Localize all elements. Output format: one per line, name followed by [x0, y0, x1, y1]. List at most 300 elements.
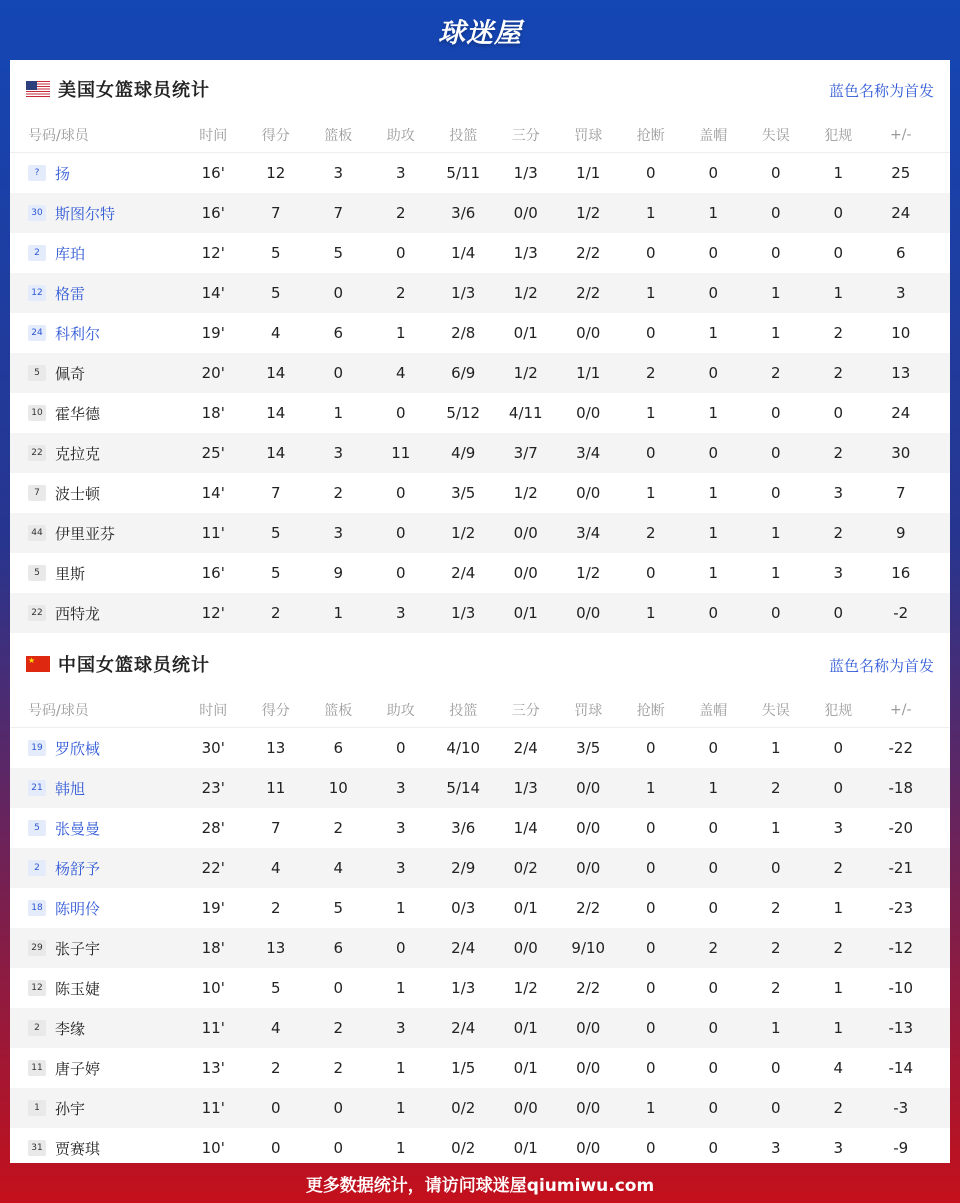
table-row[interactable] [10, 473, 950, 513]
stat-cell: 0 [645, 564, 656, 582]
player-name[interactable]: 里斯 [55, 564, 86, 583]
stat-cell: 1 [770, 564, 781, 582]
stat-cell: 0/0 [576, 404, 601, 422]
stat-cell: 0 [833, 604, 844, 622]
player-name[interactable]: 张曼曼 [55, 819, 101, 838]
stat-cell: 0 [770, 1059, 781, 1077]
stat-cell: 1/2 [513, 979, 538, 997]
stat-cell: 0 [770, 1099, 781, 1117]
stat-cell: 0 [708, 364, 719, 382]
stat-cell: 1/2 [513, 484, 538, 502]
stat-cell: 0/0 [576, 1139, 601, 1157]
stat-cell: 0 [395, 564, 406, 582]
jersey-number-badge: 24 [28, 325, 46, 341]
column-header: 助攻 [386, 703, 415, 719]
stat-cell: 3/4 [576, 444, 601, 462]
stat-cell: 0/0 [576, 604, 601, 622]
table-row[interactable] [10, 728, 950, 768]
stat-cell: 2 [333, 484, 344, 502]
stat-cell: 2/4 [451, 939, 476, 957]
stat-cell: 0 [333, 1139, 344, 1157]
footer-text: 更多数据统计，请访问球迷屋qiumiwu.com [305, 1175, 655, 1196]
stat-cell: 1 [645, 604, 656, 622]
player-name[interactable]: 库珀 [55, 244, 86, 263]
stat-cell: 4 [833, 1059, 844, 1077]
stat-cell: 2 [770, 779, 781, 797]
table-row[interactable] [10, 273, 950, 313]
stat-cell: 0/0 [576, 1019, 601, 1037]
stat-cell: 0/0 [576, 484, 601, 502]
stat-cell: 1 [770, 284, 781, 302]
stat-cell: 0/1 [513, 1019, 538, 1037]
player-name[interactable]: 陈明伶 [55, 899, 101, 918]
stat-cell: 13 [266, 939, 286, 957]
stat-cell: 1 [645, 204, 656, 222]
stat-cell: 16 [891, 564, 911, 582]
player-cell [10, 283, 182, 304]
stat-cell: 1 [395, 324, 406, 342]
table-header-row [10, 693, 950, 728]
stat-cell: 4 [395, 364, 406, 382]
jersey-number-badge: 5 [28, 565, 46, 581]
stat-cell: 1 [833, 284, 844, 302]
jersey-number-badge: 19 [28, 740, 46, 756]
stat-cell: 23' [201, 779, 225, 797]
stat-cell: 0/0 [576, 1059, 601, 1077]
player-cell [10, 1018, 182, 1039]
stat-cell: 1/1 [576, 364, 601, 382]
stat-cell: 0 [645, 939, 656, 957]
stat-cell: 1/4 [513, 819, 538, 837]
stat-cell: 0 [395, 739, 406, 757]
stat-cell: 6 [333, 739, 344, 757]
table-row[interactable] [10, 513, 950, 553]
stat-cell: 0/0 [513, 564, 538, 582]
stat-cell: 14 [266, 404, 286, 422]
player-name[interactable]: 张子宇 [55, 939, 101, 958]
stat-cell: 12' [201, 604, 225, 622]
stat-cell: 0 [395, 524, 406, 542]
table-row[interactable] [10, 393, 950, 433]
stat-cell: 1/3 [513, 244, 538, 262]
stat-cell: 0 [708, 1019, 719, 1037]
team-section-china [10, 635, 950, 1168]
stat-cell: -22 [888, 739, 913, 757]
jersey-number-badge: 12 [28, 285, 46, 301]
column-header: 得分 [261, 703, 290, 719]
player-name[interactable]: 伊里亚芬 [55, 524, 116, 543]
stat-cell: 0 [645, 1019, 656, 1037]
table-row[interactable] [10, 233, 950, 273]
stat-cell: 6 [333, 324, 344, 342]
table-row[interactable] [10, 433, 950, 473]
stat-cell: 1 [333, 604, 344, 622]
stat-cell: 1 [645, 1099, 656, 1117]
player-name[interactable]: 孙宇 [55, 1099, 86, 1118]
player-name[interactable]: 罗欣棫 [55, 739, 101, 758]
stat-cell: -18 [888, 779, 913, 797]
stat-cell: 0 [708, 1059, 719, 1077]
stat-cell: 6 [895, 244, 906, 262]
stat-cell: 3 [895, 284, 906, 302]
stat-cell: 0 [833, 739, 844, 757]
player-name[interactable]: 斯图尔特 [55, 204, 116, 223]
stat-cell: 5 [333, 899, 344, 917]
stat-cell: 0 [270, 1139, 281, 1157]
table-row[interactable] [10, 888, 950, 928]
stat-cell: 1 [770, 819, 781, 837]
section-title [10, 635, 950, 693]
stat-cell: 2/2 [576, 979, 601, 997]
stat-cell: 2 [770, 939, 781, 957]
stat-cell: 1 [833, 979, 844, 997]
stat-cell: 0 [645, 244, 656, 262]
player-name[interactable]: 波士顿 [55, 484, 101, 503]
stat-cell: 13 [266, 739, 286, 757]
table-row[interactable] [10, 1128, 950, 1168]
stats-panel [10, 60, 950, 1163]
stat-cell: 1 [708, 324, 719, 342]
stat-cell: 0 [645, 899, 656, 917]
player-cell [10, 1058, 182, 1079]
site-logo[interactable]: 球迷屋 [438, 17, 522, 49]
player-name[interactable]: 唐子婷 [55, 1059, 101, 1078]
jersey-number-badge: 5 [28, 820, 46, 836]
stat-cell: 2/9 [451, 859, 476, 877]
table-row[interactable] [10, 593, 950, 633]
section-title [10, 60, 950, 118]
stat-cell: 3 [395, 819, 406, 837]
stat-cell: 3/7 [513, 444, 538, 462]
table-row[interactable] [10, 553, 950, 593]
table-row[interactable] [10, 928, 950, 968]
stat-cell: 0/0 [513, 939, 538, 957]
player-cell [10, 443, 182, 464]
stat-cell: 1 [833, 899, 844, 917]
table-header-row [10, 118, 950, 153]
table-row[interactable] [10, 1048, 950, 1088]
stat-cell: 2 [270, 899, 281, 917]
stat-cell: 2 [833, 859, 844, 877]
stat-cell: 1 [395, 1099, 406, 1117]
stat-cell: -12 [888, 939, 913, 957]
stat-cell: 5 [270, 524, 281, 542]
stat-cell: 7 [270, 819, 281, 837]
stat-cell: 5/14 [446, 779, 481, 797]
stat-cell: 3 [770, 1139, 781, 1157]
stat-cell: 28' [201, 819, 225, 837]
stat-cell: 16' [201, 164, 225, 182]
stat-cell: 0/0 [576, 859, 601, 877]
player-cell [10, 163, 182, 184]
stat-cell: 3/6 [451, 819, 476, 837]
stat-cell: 0 [708, 739, 719, 757]
stat-cell: 0/2 [451, 1139, 476, 1157]
stat-cell: 1/3 [513, 164, 538, 182]
stat-cell: -9 [893, 1139, 909, 1157]
column-header: 三分 [511, 128, 540, 144]
stat-cell: 2 [333, 1059, 344, 1077]
player-name[interactable]: 佩奇 [55, 364, 86, 383]
player-cell [10, 243, 182, 264]
stat-cell: 1 [645, 404, 656, 422]
table-row[interactable] [10, 1088, 950, 1128]
stat-cell: 0 [708, 859, 719, 877]
stat-cell: 1 [708, 204, 719, 222]
stat-cell: 1 [395, 899, 406, 917]
stat-cell: 2 [770, 979, 781, 997]
stat-cell: 0 [708, 284, 719, 302]
player-name[interactable]: 杨舒予 [55, 859, 101, 878]
stat-cell: -21 [888, 859, 913, 877]
jersey-number-badge: 2 [28, 245, 46, 261]
player-cell [10, 203, 182, 224]
stat-cell: 16' [201, 204, 225, 222]
stat-cell: 5 [270, 284, 281, 302]
table-row[interactable] [10, 153, 950, 193]
stat-cell: 2 [833, 1099, 844, 1117]
us-flag-icon [26, 81, 50, 97]
stat-cell: 6 [333, 939, 344, 957]
stat-cell: -20 [888, 819, 913, 837]
stat-cell: 25 [891, 164, 911, 182]
column-header: 篮板 [324, 703, 353, 719]
stat-cell: 1/4 [451, 244, 476, 262]
player-cell [10, 778, 182, 799]
player-name[interactable]: 西特龙 [55, 604, 101, 623]
jersey-number-badge: 2 [28, 860, 46, 876]
stat-cell: 24 [891, 204, 911, 222]
column-header: 篮板 [324, 128, 353, 144]
player-name[interactable]: 科利尔 [55, 324, 101, 343]
stat-cell: 0 [645, 164, 656, 182]
stat-cell: 0 [770, 164, 781, 182]
stat-cell: 3 [395, 604, 406, 622]
stat-cell: 1 [770, 739, 781, 757]
stat-cell: 22' [201, 859, 225, 877]
stat-cell: 0 [708, 164, 719, 182]
player-cell [10, 483, 182, 504]
player-cell [10, 938, 182, 959]
stat-cell: 2 [333, 819, 344, 837]
star-icon: ★ [28, 656, 36, 665]
player-cell [10, 738, 182, 759]
stat-cell: 0/0 [513, 204, 538, 222]
stat-cell: 0 [333, 284, 344, 302]
player-name[interactable]: 克拉克 [55, 444, 101, 463]
column-header: 投篮 [449, 703, 478, 719]
stat-cell: 11' [201, 1099, 225, 1117]
column-header: 盖帽 [699, 128, 728, 144]
jersey-number-badge: ? [28, 165, 46, 181]
player-cell [10, 858, 182, 879]
stat-cell: 0/1 [513, 899, 538, 917]
player-name[interactable]: 格雷 [55, 284, 86, 303]
player-name[interactable]: 扬 [55, 164, 71, 183]
stat-cell: 14' [201, 284, 225, 302]
stat-cell: 5/11 [446, 164, 481, 182]
app-header [0, 0, 960, 60]
stat-cell: 4 [270, 1019, 281, 1037]
table-row[interactable] [10, 1008, 950, 1048]
stat-cell: 1/2 [513, 284, 538, 302]
stat-cell: 0/1 [513, 604, 538, 622]
stat-cell: 14 [266, 364, 286, 382]
stat-cell: 14' [201, 484, 225, 502]
column-header: 抢断 [636, 128, 665, 144]
stat-cell: 0 [645, 859, 656, 877]
stat-cell: 4/11 [508, 404, 543, 422]
stat-cell: 30' [201, 739, 225, 757]
stat-cell: 0/0 [576, 819, 601, 837]
table-row[interactable] [10, 768, 950, 808]
player-cell [10, 563, 182, 584]
stat-cell: 2 [833, 364, 844, 382]
stat-cell: 20' [201, 364, 225, 382]
column-header: 号码/球员 [28, 128, 89, 144]
starter-legend: 蓝色名称为首发 [828, 82, 934, 100]
player-name[interactable]: 李缘 [55, 1019, 86, 1038]
stat-cell: 1 [708, 404, 719, 422]
stats-table [10, 693, 950, 1168]
stat-cell: 1 [770, 1019, 781, 1037]
stat-cell: 0/2 [513, 859, 538, 877]
stat-cell: 4/10 [446, 739, 481, 757]
player-cell [10, 603, 182, 624]
stat-cell: 2 [833, 939, 844, 957]
stats-table [10, 118, 950, 633]
stat-cell: 0/0 [576, 1099, 601, 1117]
stat-cell: 3/4 [576, 524, 601, 542]
stat-cell: 16' [201, 564, 225, 582]
stat-cell: 0 [645, 979, 656, 997]
stat-cell: 0 [270, 1099, 281, 1117]
stat-cell: 2/2 [576, 244, 601, 262]
stat-cell: 1/2 [451, 524, 476, 542]
stat-cell: 0 [708, 444, 719, 462]
stat-cell: 2/4 [451, 564, 476, 582]
jersey-number-badge: 11 [28, 1060, 46, 1076]
table-row[interactable] [10, 968, 950, 1008]
stat-cell: -3 [893, 1099, 909, 1117]
stat-cell: 2/4 [451, 1019, 476, 1037]
stat-cell: 0/0 [513, 1099, 538, 1117]
stat-cell: 2 [333, 1019, 344, 1037]
table-row[interactable] [10, 193, 950, 233]
player-cell [10, 898, 182, 919]
player-name[interactable]: 霍华德 [55, 404, 101, 423]
stat-cell: 3 [833, 564, 844, 582]
stat-cell: 1 [708, 484, 719, 502]
stat-cell: 13' [201, 1059, 225, 1077]
jersey-number-badge: 44 [28, 525, 46, 541]
stat-cell: 2 [833, 524, 844, 542]
stat-cell: 0 [833, 204, 844, 222]
stat-cell: 5 [333, 244, 344, 262]
stat-cell: 2 [645, 364, 656, 382]
stat-cell: 12 [266, 164, 286, 182]
player-cell [10, 523, 182, 544]
stat-cell: 0 [770, 444, 781, 462]
player-cell [10, 363, 182, 384]
table-row[interactable] [10, 313, 950, 353]
stat-cell: 2 [395, 284, 406, 302]
stat-cell: 0 [395, 484, 406, 502]
player-cell [10, 1138, 182, 1159]
china-flag-icon [26, 656, 50, 672]
stat-cell: 7 [270, 204, 281, 222]
stat-cell: 1 [708, 524, 719, 542]
stat-cell: 0 [395, 244, 406, 262]
table-row[interactable] [10, 808, 950, 848]
stat-cell: 5 [270, 564, 281, 582]
player-cell [10, 323, 182, 344]
player-cell [10, 403, 182, 424]
stat-cell: 0 [708, 1139, 719, 1157]
stat-cell: 2/2 [576, 284, 601, 302]
stat-cell: 1/5 [451, 1059, 476, 1077]
column-header: 犯规 [824, 128, 853, 144]
table-row[interactable] [10, 848, 950, 888]
stat-cell: 0/0 [576, 324, 601, 342]
stat-cell: 0 [333, 979, 344, 997]
stat-cell: 3 [833, 484, 844, 502]
footer-banner[interactable] [0, 1163, 960, 1203]
stat-cell: 3/5 [451, 484, 476, 502]
stat-cell: 2 [270, 604, 281, 622]
stat-cell: 3 [395, 1019, 406, 1037]
stat-cell: 13 [891, 364, 911, 382]
stat-cell: 1 [708, 779, 719, 797]
stat-cell: 5 [270, 244, 281, 262]
stat-cell: 1 [395, 979, 406, 997]
column-header: 投篮 [449, 128, 478, 144]
stat-cell: 7 [333, 204, 344, 222]
column-header: 三分 [511, 703, 540, 719]
stat-cell: 0 [645, 1059, 656, 1077]
column-header: 失误 [761, 128, 790, 144]
stat-cell: 0 [770, 859, 781, 877]
stat-cell: 10 [328, 779, 348, 797]
stat-cell: -10 [888, 979, 913, 997]
stat-cell: 7 [270, 484, 281, 502]
stat-cell: 5 [270, 979, 281, 997]
player-cell [10, 1098, 182, 1119]
table-row[interactable] [10, 353, 950, 393]
stat-cell: 0 [333, 1099, 344, 1117]
column-header: 时间 [199, 128, 228, 144]
column-header: 助攻 [386, 128, 415, 144]
stat-cell: 2 [708, 939, 719, 957]
player-name[interactable]: 陈玉婕 [55, 979, 101, 998]
stat-cell: 3 [833, 819, 844, 837]
stat-cell: 10' [201, 979, 225, 997]
stat-cell: 3 [395, 779, 406, 797]
player-name[interactable]: 韩旭 [55, 779, 86, 798]
stat-cell: 3 [333, 524, 344, 542]
stat-cell: 9 [895, 524, 906, 542]
stat-cell: 3 [833, 1139, 844, 1157]
column-header: +/- [890, 702, 912, 718]
stat-cell: 1 [770, 324, 781, 342]
jersey-number-badge: 10 [28, 405, 46, 421]
jersey-number-badge: 22 [28, 445, 46, 461]
player-name[interactable]: 贾赛琪 [55, 1139, 101, 1158]
column-header: 号码/球员 [28, 703, 89, 719]
stat-cell: 1 [833, 1019, 844, 1037]
stat-cell: 0/3 [451, 899, 476, 917]
stat-cell: 2/2 [576, 899, 601, 917]
